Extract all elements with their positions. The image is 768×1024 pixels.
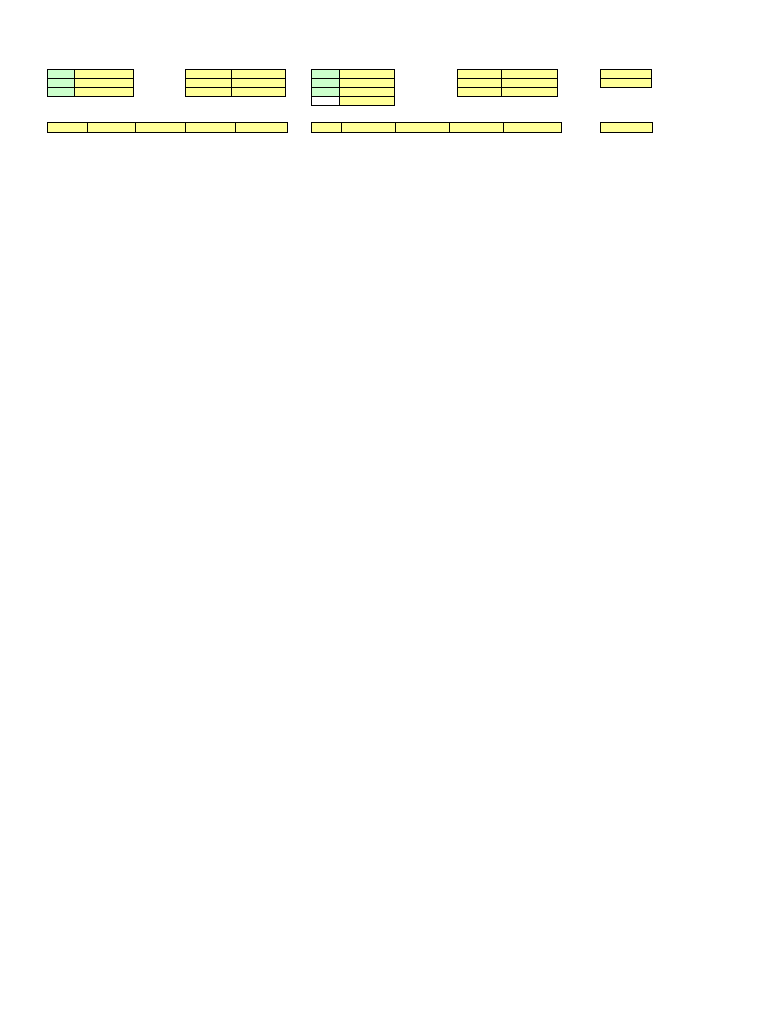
sac-total-total[interactable]	[501, 88, 557, 97]
sac-param-label	[312, 79, 340, 88]
sac-header-pmt	[504, 123, 562, 133]
diff-juros-cell[interactable]	[601, 79, 652, 88]
saf-total-label	[186, 70, 232, 79]
sac-header-sd	[342, 123, 396, 133]
saf-header-n	[48, 123, 88, 133]
sac-total-label	[458, 70, 502, 79]
saf-pv-value[interactable]	[74, 88, 133, 97]
sac-total-amort[interactable]	[501, 70, 557, 79]
sac-param-label	[312, 97, 340, 106]
diff-juros-label	[601, 70, 652, 79]
saf-param-label	[48, 79, 75, 88]
sac-header-n	[312, 123, 342, 133]
sac-total-label	[458, 88, 502, 97]
sac-taxa-value[interactable]	[339, 70, 394, 79]
diff-juros	[600, 69, 652, 88]
diff-header-pmt	[601, 123, 653, 133]
saf-amortization-table	[47, 122, 288, 133]
saf-header-pmt	[236, 123, 288, 133]
sac-total-label	[458, 79, 502, 88]
sac-totals	[457, 69, 558, 97]
saf-header-juros	[186, 123, 236, 133]
sac-amortization-table	[311, 122, 562, 133]
sac-param-label	[312, 70, 340, 79]
saf-totals	[185, 69, 286, 97]
sac-prazo-value[interactable]	[339, 79, 394, 88]
saf-param-label	[48, 88, 75, 97]
sac-amort-value[interactable]	[339, 97, 394, 106]
saf-header-amort	[136, 123, 186, 133]
saf-total-juros[interactable]	[231, 79, 285, 88]
saf-total-total[interactable]	[231, 88, 285, 97]
diff-pmt-table	[600, 122, 653, 133]
saf-header-sd	[88, 123, 136, 133]
saf-total-amort[interactable]	[231, 70, 285, 79]
saf-total-label	[186, 88, 232, 97]
saf-param-label	[48, 70, 75, 79]
sac-pv-value[interactable]	[339, 88, 394, 97]
bottom-section	[0, 568, 768, 1024]
saf-total-label	[186, 79, 232, 88]
saf-taxa-value[interactable]	[74, 70, 133, 79]
saf-params	[47, 69, 134, 97]
sac-params	[311, 69, 395, 106]
sac-header-juros	[450, 123, 504, 133]
saf-prazo-value[interactable]	[74, 79, 133, 88]
sac-header-amort	[396, 123, 450, 133]
sac-param-label	[312, 88, 340, 97]
sac-total-juros[interactable]	[501, 79, 557, 88]
